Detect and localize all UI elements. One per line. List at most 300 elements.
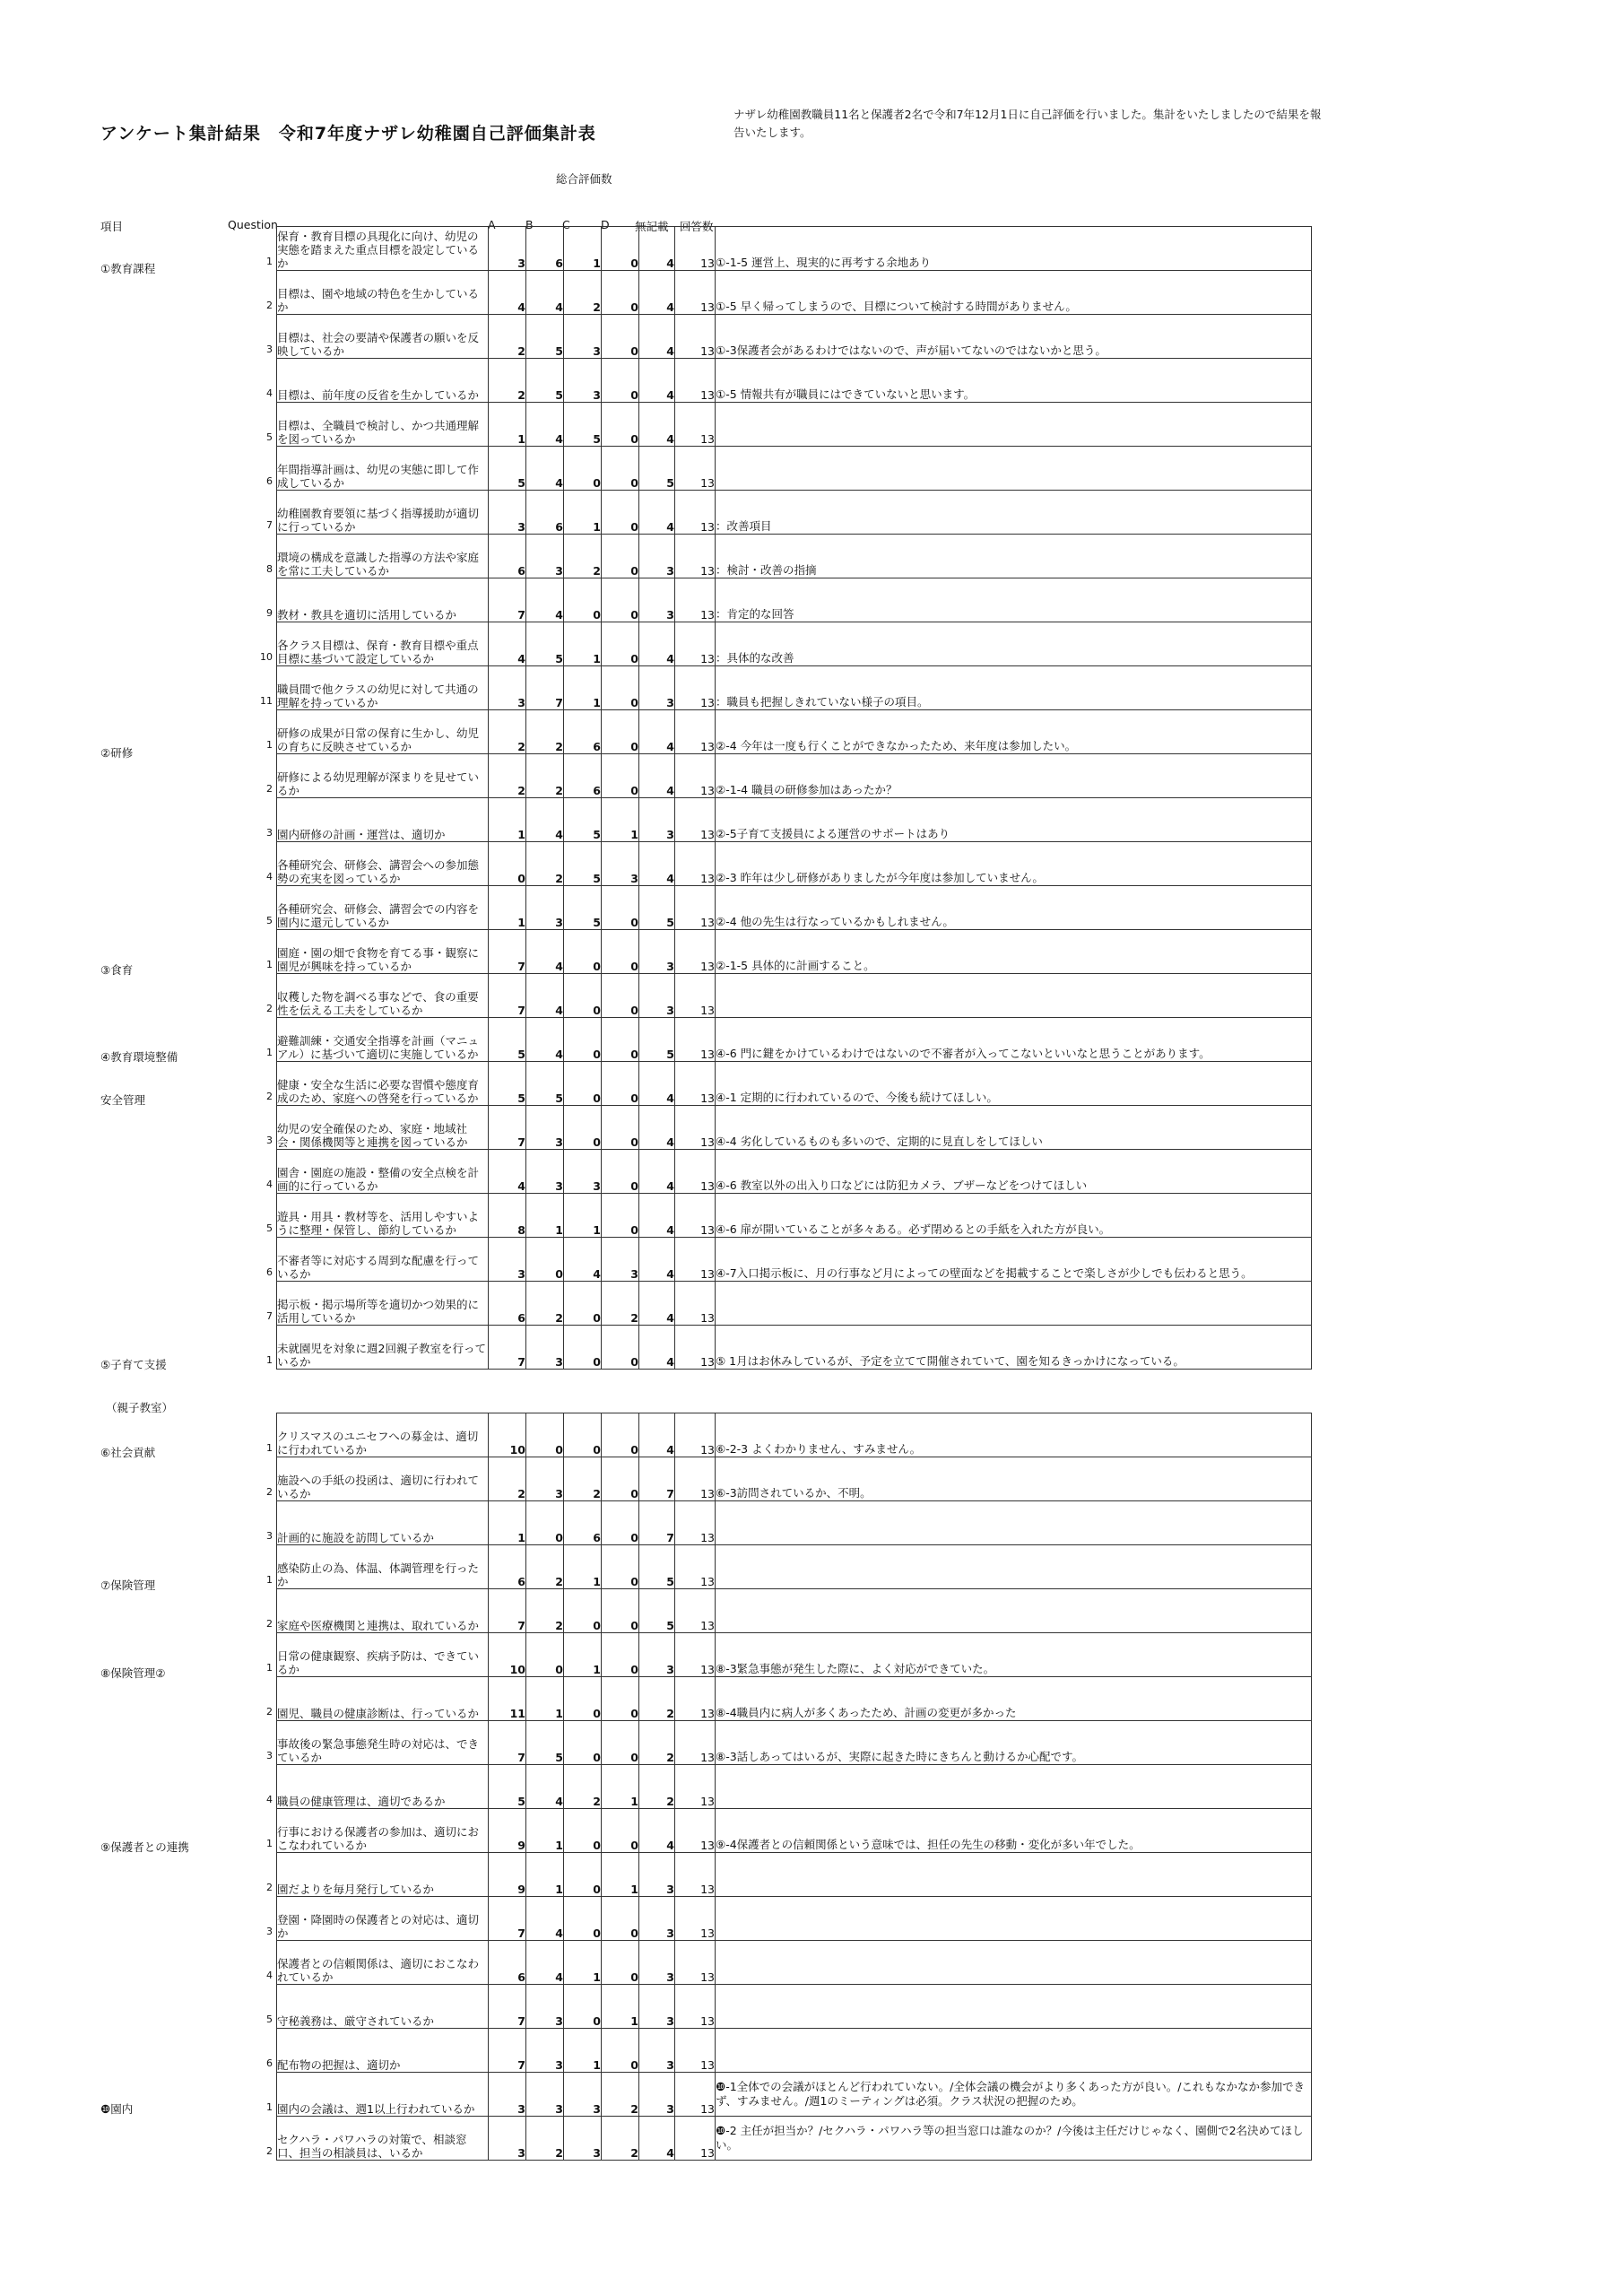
count-a: 4 <box>489 622 526 666</box>
count-b: 4 <box>526 1765 564 1809</box>
count-e: 4 <box>639 1809 675 1853</box>
response-total: 13 <box>675 2029 716 2073</box>
question-number: 5 <box>266 431 273 443</box>
count-b: 5 <box>526 315 564 359</box>
count-c: 6 <box>564 710 602 754</box>
question-number: 3 <box>266 1530 273 1542</box>
response-total: 13 <box>675 1106 716 1150</box>
count-c: 0 <box>564 1282 602 1326</box>
question-number: 3 <box>266 344 273 355</box>
count-e: 4 <box>639 1150 675 1194</box>
count-d: 1 <box>602 1765 639 1809</box>
table-row <box>277 1150 1312 1194</box>
comment-cell: ：肯定的な回答 <box>716 578 1312 622</box>
count-e: 4 <box>639 271 675 315</box>
count-b: 2 <box>526 1589 564 1633</box>
question-number: 4 <box>266 871 273 883</box>
response-total: 13 <box>675 227 716 271</box>
count-d: 0 <box>602 1677 639 1721</box>
count-e: 5 <box>639 447 675 491</box>
comment-cell: ②-4 今年は一度も行くことができなかったため、来年度は参加したい。 <box>716 710 1312 754</box>
count-e: 4 <box>639 403 675 447</box>
question-text: 感染防止の為、体温、体調管理を行ったか <box>277 1545 489 1589</box>
question-number: 2 <box>266 1091 273 1102</box>
question-text: 不審者等に対応する周到な配慮を行っているか <box>277 1238 489 1282</box>
question-text: 配布物の把握は、適切か <box>277 2029 489 2073</box>
count-c: 3 <box>564 2073 602 2117</box>
count-d: 0 <box>602 271 639 315</box>
count-c: 3 <box>564 1150 602 1194</box>
count-e: 4 <box>639 1194 675 1238</box>
count-b: 1 <box>526 1194 564 1238</box>
count-b: 3 <box>526 1326 564 1370</box>
count-d: 0 <box>602 1413 639 1457</box>
count-b: 4 <box>526 1018 564 1062</box>
question-text: 保育・教育目標の具現化に向け、幼児の実態を踏まえた重点目標を設定しているか <box>277 227 489 271</box>
response-total: 13 <box>675 271 716 315</box>
table-row <box>277 1501 1312 1545</box>
count-a: 2 <box>489 315 526 359</box>
response-total: 13 <box>675 1282 716 1326</box>
count-a: 0 <box>489 842 526 886</box>
count-d: 0 <box>602 1589 639 1633</box>
count-a: 11 <box>489 1677 526 1721</box>
comment-cell: ②-4 他の先生は行なっているかもしれません。 <box>716 886 1312 930</box>
table-row <box>277 1238 1312 1282</box>
count-a: 8 <box>489 1194 526 1238</box>
question-text: 各クラス目標は、保育・教育目標や重点目標に基づいて設定しているか <box>277 622 489 666</box>
count-a: 9 <box>489 1809 526 1853</box>
count-a: 6 <box>489 1282 526 1326</box>
question-text: 職員間で他クラスの幼児に対して共通の理解を持っているか <box>277 666 489 710</box>
question-text: 登園・降園時の保護者との対応は、適切か <box>277 1897 489 1941</box>
comment-cell: ④-6 扉が開いていることが多々ある。必ず閉めるとの手紙を入れた方が良い。 <box>716 1194 1312 1238</box>
count-a: 7 <box>489 1721 526 1765</box>
count-b: 3 <box>526 1150 564 1194</box>
count-d: 0 <box>602 974 639 1018</box>
question-number: 4 <box>266 1970 273 1981</box>
question-number: 2 <box>266 1618 273 1630</box>
count-e: 3 <box>639 1633 675 1677</box>
question-number: 7 <box>266 1310 273 1322</box>
question-text: 園内研修の計画・運営は、適切か <box>277 798 489 842</box>
count-b: 6 <box>526 491 564 535</box>
response-total: 13 <box>675 1150 716 1194</box>
table-row <box>277 1985 1312 2029</box>
count-d: 0 <box>602 1633 639 1677</box>
count-a: 6 <box>489 535 526 578</box>
table-row <box>277 1326 1312 1370</box>
count-a: 10 <box>489 1633 526 1677</box>
question-text: 日常の健康観察、疾病予防は、できているか <box>277 1633 489 1677</box>
count-e: 4 <box>639 1238 675 1282</box>
comment-cell: ①-5 早く帰ってしまうので、目標について検討する時間がありません。 <box>716 271 1312 315</box>
question-number: 9 <box>266 607 273 619</box>
category-label: ⑦保険管理 <box>100 1578 156 1592</box>
count-b: 0 <box>526 1238 564 1282</box>
comment-cell <box>716 1589 1312 1633</box>
comment-cell: ：検討・改善の指摘 <box>716 535 1312 578</box>
count-c: 0 <box>564 1326 602 1370</box>
count-c: 0 <box>564 1853 602 1897</box>
comment-cell: ④-1 定期的に行われているので、今後も続けてほしい。 <box>716 1062 1312 1106</box>
count-b: 0 <box>526 1633 564 1677</box>
count-a: 6 <box>489 1941 526 1985</box>
table-row <box>277 2029 1312 2073</box>
response-total: 13 <box>675 1633 716 1677</box>
question-text: クリスマスのユニセフへの募金は、適切に行われているか <box>277 1413 489 1457</box>
comment-cell <box>716 1765 1312 1809</box>
question-text: 目標は、前年度の反省を生かしているか <box>277 359 489 403</box>
count-c: 0 <box>564 578 602 622</box>
response-total: 13 <box>675 1985 716 2029</box>
question-number: 3 <box>266 1750 273 1761</box>
response-total: 13 <box>675 622 716 666</box>
comment-cell: ：職員も把握しきれていない様子の項目。 <box>716 666 1312 710</box>
question-number: 5 <box>266 1222 273 1234</box>
question-text: 各種研究会、研修会、講習会への参加態勢の充実を図っているか <box>277 842 489 886</box>
question-number: 6 <box>266 475 273 487</box>
count-b: 4 <box>526 1941 564 1985</box>
count-a: 5 <box>489 1765 526 1809</box>
count-a: 1 <box>489 1501 526 1545</box>
count-a: 1 <box>489 886 526 930</box>
question-text: 園舎・園庭の施設・整備の安全点検を計画的に行っているか <box>277 1150 489 1194</box>
count-c: 0 <box>564 447 602 491</box>
comment-cell: ⑥-3訪問されているか、不明。 <box>716 1457 1312 1501</box>
table-row <box>277 842 1312 886</box>
count-c: 0 <box>564 1589 602 1633</box>
response-total: 13 <box>675 1326 716 1370</box>
count-b: 0 <box>526 1413 564 1457</box>
question-text: 園内の会議は、週1以上行われているか <box>277 2073 489 2117</box>
comment-cell: ①-3保護者会があるわけではないので、声が届いてないのではないかと思う。 <box>716 315 1312 359</box>
count-b: 5 <box>526 1721 564 1765</box>
question-text: 守秘義務は、厳守されているか <box>277 1985 489 2029</box>
count-b: 3 <box>526 2029 564 2073</box>
count-b: 1 <box>526 1809 564 1853</box>
question-text: 掲示板・掲示場所等を適切かつ効果的に活用しているか <box>277 1282 489 1326</box>
question-number: 2 <box>266 1706 273 1718</box>
count-c: 1 <box>564 622 602 666</box>
question-number: 1 <box>266 1662 273 1674</box>
count-d: 0 <box>602 535 639 578</box>
question-text: 施設への手紙の投函は、適切に行われているか <box>277 1457 489 1501</box>
count-e: 7 <box>639 1501 675 1545</box>
count-a: 7 <box>489 1106 526 1150</box>
count-e: 4 <box>639 1282 675 1326</box>
category-label: ⑨保護者との連携 <box>100 1840 189 1854</box>
comment-cell: ④-6 教室以外の出入り口などには防犯カメラ、ブザーなどをつけてほしい <box>716 1150 1312 1194</box>
count-e: 4 <box>639 1413 675 1457</box>
count-e: 5 <box>639 1018 675 1062</box>
question-number: 8 <box>266 563 273 575</box>
count-c: 0 <box>564 1018 602 1062</box>
count-a: 2 <box>489 359 526 403</box>
question-number: 2 <box>266 1486 273 1498</box>
comment-cell: ④-4 劣化しているものも多いので、定期的に見直しをしてほしい <box>716 1106 1312 1150</box>
evaluation-table-1 <box>276 226 1312 1370</box>
table-row <box>277 1194 1312 1238</box>
count-b: 3 <box>526 2073 564 2117</box>
question-number: 11 <box>260 695 273 707</box>
count-d: 0 <box>602 1062 639 1106</box>
category-label: ⑧保険管理② <box>100 1666 166 1680</box>
response-total: 13 <box>675 1501 716 1545</box>
count-d: 2 <box>602 1282 639 1326</box>
count-c: 0 <box>564 1809 602 1853</box>
count-a: 4 <box>489 271 526 315</box>
count-b: 2 <box>526 842 564 886</box>
comment-cell: ①-1-5 運営上、現実的に再考する余地あり <box>716 227 1312 271</box>
count-d: 0 <box>602 754 639 798</box>
count-d: 2 <box>602 2117 639 2161</box>
table-row <box>277 930 1312 974</box>
count-d: 0 <box>602 1106 639 1150</box>
table-row <box>277 1413 1312 1457</box>
count-d: 1 <box>602 798 639 842</box>
count-c: 3 <box>564 315 602 359</box>
question-text: 避難訓練・交通安全指導を計画（マニュアル）に基づいて適切に実施しているか <box>277 1018 489 1062</box>
count-a: 2 <box>489 1457 526 1501</box>
count-b: 6 <box>526 227 564 271</box>
count-c: 0 <box>564 1062 602 1106</box>
count-e: 4 <box>639 227 675 271</box>
category-label: ⑤子育て支援 <box>100 1358 167 1371</box>
count-c: 3 <box>564 2117 602 2161</box>
count-e: 4 <box>639 1062 675 1106</box>
table-row <box>277 754 1312 798</box>
table-row <box>277 535 1312 578</box>
question-text: 年間指導計画は、幼児の実態に即して作成しているか <box>277 447 489 491</box>
count-b: 3 <box>526 1457 564 1501</box>
comment-cell: ②-1-5 具体的に計画すること。 <box>716 930 1312 974</box>
count-b: 4 <box>526 974 564 1018</box>
table-row <box>277 710 1312 754</box>
count-b: 3 <box>526 535 564 578</box>
count-c: 2 <box>564 271 602 315</box>
category-label: ❿園内 <box>100 2102 134 2116</box>
count-a: 7 <box>489 2029 526 2073</box>
count-d: 0 <box>602 1721 639 1765</box>
count-a: 3 <box>489 2073 526 2117</box>
comment-cell: ❿-1全体での会議がほとんど行われていない。/全体会議の機会がより多くあった方が良い。/これもなかなか参加できず、すみません。/週1のミーティングは必須。クラス状況の把握のため。 <box>716 2073 1312 2117</box>
response-total: 13 <box>675 491 716 535</box>
count-c: 1 <box>564 491 602 535</box>
response-total: 13 <box>675 1677 716 1721</box>
count-c: 0 <box>564 1721 602 1765</box>
count-e: 3 <box>639 930 675 974</box>
comment-cell: ②-1-4 職員の研修参加はあったか？ <box>716 754 1312 798</box>
question-number: 3 <box>266 1135 273 1146</box>
count-e: 3 <box>639 578 675 622</box>
count-b: 3 <box>526 1106 564 1150</box>
question-number: 2 <box>266 1882 273 1893</box>
question-text: 健康・安全な生活に必要な習慣や態度育成のため、家庭への啓発を行っているか <box>277 1062 489 1106</box>
question-text: 幼稚園教育要領に基づく指導援助が適切に行っているか <box>277 491 489 535</box>
response-total: 13 <box>675 1545 716 1589</box>
count-c: 1 <box>564 666 602 710</box>
table-row <box>277 1853 1312 1897</box>
count-e: 4 <box>639 622 675 666</box>
comment-cell <box>716 1897 1312 1941</box>
count-d: 0 <box>602 1018 639 1062</box>
count-e: 4 <box>639 842 675 886</box>
count-e: 4 <box>639 1326 675 1370</box>
count-c: 2 <box>564 1765 602 1809</box>
count-d: 0 <box>602 1326 639 1370</box>
count-c: 6 <box>564 754 602 798</box>
count-b: 5 <box>526 359 564 403</box>
count-d: 0 <box>602 1897 639 1941</box>
comment-cell: ❿-2 主任が担当か？/セクハラ・パワハラ等の担当窓口は誰なのか？/今後は主任だけじゃなく、園側で2名決めてほしい。 <box>716 2117 1312 2161</box>
question-number: 6 <box>266 1266 273 1278</box>
comment-cell <box>716 447 1312 491</box>
response-total: 13 <box>675 447 716 491</box>
count-c: 1 <box>564 1941 602 1985</box>
question-number: 4 <box>266 1178 273 1190</box>
table-row <box>277 1062 1312 1106</box>
question-text: 家庭や医療機関と連携は、取れているか <box>277 1589 489 1633</box>
count-e: 3 <box>639 1897 675 1941</box>
question-number: 2 <box>266 1003 273 1014</box>
count-c: 5 <box>564 842 602 886</box>
category-label: （親子教室） <box>106 1401 174 1414</box>
count-a: 5 <box>489 447 526 491</box>
count-e: 4 <box>639 359 675 403</box>
comment-cell: ⑧-4職員内に病人が多くあったため、計画の変更が多かった <box>716 1677 1312 1721</box>
response-total: 13 <box>675 1897 716 1941</box>
question-number: 10 <box>260 651 273 663</box>
count-a: 6 <box>489 1545 526 1589</box>
question-number: 1 <box>266 1838 273 1849</box>
response-total: 13 <box>675 403 716 447</box>
count-b: 5 <box>526 1062 564 1106</box>
header-d: D <box>601 218 610 231</box>
comment-cell: ：改善項目 <box>716 491 1312 535</box>
response-total: 13 <box>675 2073 716 2117</box>
comment-cell: ②-5子育て支援員による運営のサポートはあり <box>716 798 1312 842</box>
table-row <box>277 1106 1312 1150</box>
count-e: 4 <box>639 2117 675 2161</box>
question-number: 1 <box>266 739 273 751</box>
count-b: 4 <box>526 930 564 974</box>
table-row <box>277 491 1312 535</box>
count-d: 0 <box>602 622 639 666</box>
comment-cell: ⑧-3話しあってはいるが、実際に起きた時にきちんと動けるか心配です。 <box>716 1721 1312 1765</box>
category-label: ④教育環境整備 <box>100 1050 178 1064</box>
response-total: 13 <box>675 754 716 798</box>
question-number: 1 <box>266 1047 273 1058</box>
count-c: 0 <box>564 1985 602 2029</box>
response-total: 13 <box>675 1457 716 1501</box>
header-c: C <box>562 218 570 231</box>
question-number: 3 <box>266 827 273 839</box>
count-d: 0 <box>602 359 639 403</box>
count-e: 2 <box>639 1677 675 1721</box>
count-a: 7 <box>489 1326 526 1370</box>
question-number: 1 <box>266 256 273 267</box>
comment-cell: ⑨-4保護者との信頼関係という意味では、担任の先生の移動・変化が多い年でした。 <box>716 1809 1312 1853</box>
count-a: 1 <box>489 798 526 842</box>
count-c: 0 <box>564 1413 602 1457</box>
count-e: 3 <box>639 666 675 710</box>
count-a: 10 <box>489 1413 526 1457</box>
header-none: 無記載 <box>635 220 669 233</box>
count-d: 1 <box>602 1853 639 1897</box>
question-number: 1 <box>266 1442 273 1454</box>
count-d: 0 <box>602 315 639 359</box>
count-b: 3 <box>526 1985 564 2029</box>
count-b: 2 <box>526 754 564 798</box>
count-b: 4 <box>526 578 564 622</box>
count-d: 0 <box>602 1457 639 1501</box>
count-d: 2 <box>602 2073 639 2117</box>
count-a: 7 <box>489 930 526 974</box>
count-e: 3 <box>639 535 675 578</box>
count-d: 0 <box>602 1194 639 1238</box>
question-number: 2 <box>266 300 273 311</box>
evaluation-table-2 <box>276 1413 1312 2161</box>
count-c: 6 <box>564 1501 602 1545</box>
table-row <box>277 1633 1312 1677</box>
table-row <box>277 2073 1312 2117</box>
count-a: 7 <box>489 1589 526 1633</box>
response-total: 13 <box>675 1062 716 1106</box>
question-text: 園庭・園の畑で食物を育てる事・観察に園児が興味を持っているか <box>277 930 489 974</box>
response-total: 13 <box>675 1721 716 1765</box>
count-a: 5 <box>489 1062 526 1106</box>
table-row <box>277 886 1312 930</box>
response-total: 13 <box>675 359 716 403</box>
table-row <box>277 1765 1312 1809</box>
response-total: 13 <box>675 1589 716 1633</box>
question-text: 園だよりを毎月発行しているか <box>277 1853 489 1897</box>
table-row <box>277 447 1312 491</box>
comment-cell <box>716 403 1312 447</box>
question-text: 事故後の緊急事態発生時の対応は、できているか <box>277 1721 489 1765</box>
count-d: 0 <box>602 1809 639 1853</box>
table-row <box>277 403 1312 447</box>
count-b: 2 <box>526 2117 564 2161</box>
count-b: 2 <box>526 1545 564 1589</box>
table-row <box>277 1457 1312 1501</box>
table-row <box>277 1018 1312 1062</box>
comment-cell <box>716 1941 1312 1985</box>
table-row <box>277 1677 1312 1721</box>
count-a: 2 <box>489 710 526 754</box>
comment-cell <box>716 1501 1312 1545</box>
table-row <box>277 1589 1312 1633</box>
question-number: 1 <box>266 1354 273 1366</box>
category-label: 安全管理 <box>100 1093 146 1107</box>
count-a: 7 <box>489 974 526 1018</box>
table-row <box>277 1545 1312 1589</box>
question-number: 1 <box>266 2101 273 2113</box>
response-total: 13 <box>675 842 716 886</box>
response-total: 13 <box>675 1809 716 1853</box>
count-a: 3 <box>489 491 526 535</box>
count-c: 4 <box>564 1238 602 1282</box>
response-total: 13 <box>675 798 716 842</box>
count-d: 0 <box>602 447 639 491</box>
comment-cell: ：具体的な改善 <box>716 622 1312 666</box>
count-e: 3 <box>639 2073 675 2117</box>
count-e: 3 <box>639 798 675 842</box>
response-total: 13 <box>675 666 716 710</box>
question-text: 研修による幼児理解が深まりを見せているか <box>277 754 489 798</box>
response-total: 13 <box>675 1413 716 1457</box>
